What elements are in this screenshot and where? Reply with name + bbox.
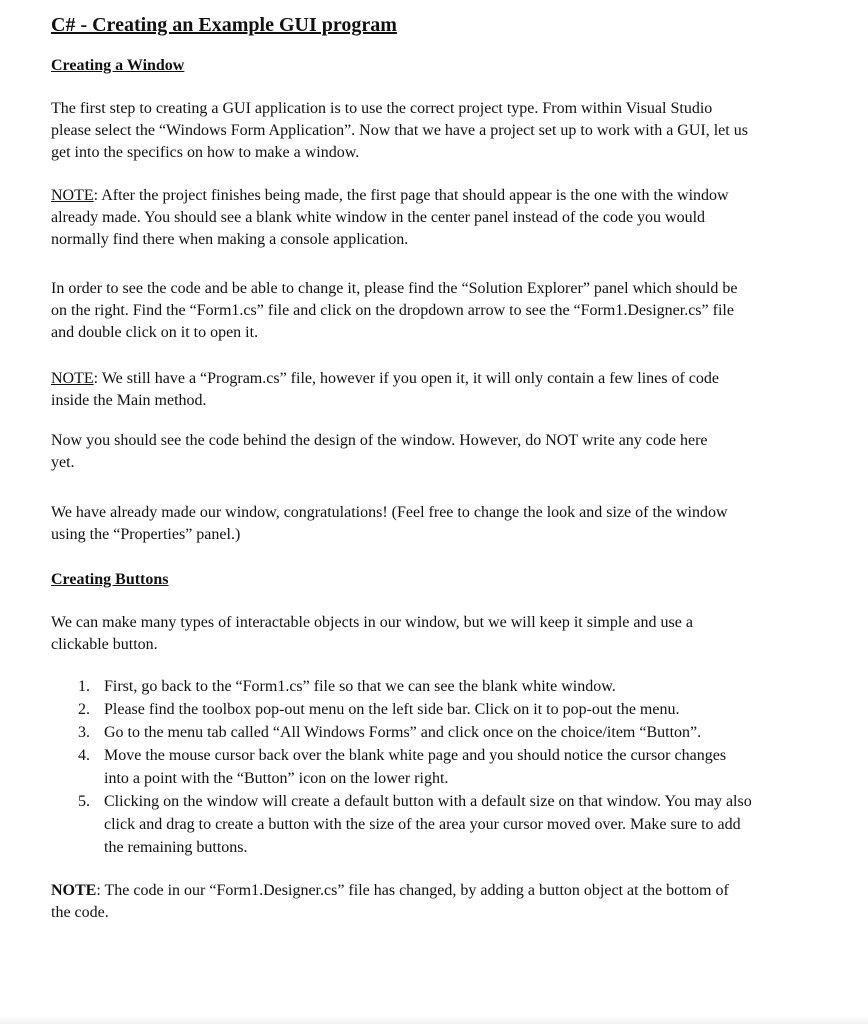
- list-item-number: 2.: [78, 701, 90, 718]
- list-item-number: 4.: [78, 747, 90, 764]
- paragraph-project-type: The first step to creating a GUI application is to use the correct project type. From within Visual Studio please select the “Windows Form Application”. Now that we have a project set up to work with a GUI, let us get into the specifics on how to make a window.: [51, 100, 748, 161]
- list-item-text: Clicking on the window will create a default button with a default size on that window. You may also click and drag to create a button with the size of the area your cursor moved over. Make sure to add the remaining buttons.: [104, 793, 752, 856]
- button-steps-list: [51, 675, 761, 859]
- note-designer-changed: [51, 880, 731, 924]
- list-item-text: Go to the menu tab called “All Windows Forms” and click once on the choice/item “Button”.: [104, 724, 702, 741]
- list-item: [51, 744, 744, 790]
- note-program-cs: [51, 368, 751, 412]
- note-text: : We still have a “Program.cs” file, however if you open it, it will only contain a few lines of code inside the Main method.: [51, 370, 720, 409]
- section-heading-creating-buttons: Creating Buttons: [51, 571, 169, 588]
- list-item: [51, 790, 764, 859]
- list-item-text: First, go back to the “Form1.cs” file so that we can see the blank white window.: [104, 678, 616, 695]
- list-item: [51, 698, 744, 721]
- document-page: [51, 12, 771, 924]
- list-item-number: 5.: [78, 793, 90, 810]
- note-text: : The code in our “Form1.Designer.cs” file has changed, by adding a button object at the bottom of the code.: [51, 882, 729, 921]
- note-text: : After the project finishes being made, the first page that should appear is the one with the window already made. You should see a blank white window in the center panel instead of the code you would normally find there when making a console application.: [51, 187, 729, 248]
- list-item: [51, 721, 744, 744]
- list-item-text: Move the mouse cursor back over the blank white page and you should notice the cursor changes into a point with the “Button” icon on the lower right.: [104, 747, 727, 787]
- paragraph-buttons-intro: We can make many types of interactable objects in our window, but we will keep it simple and use a clickable button.: [51, 614, 693, 653]
- paragraph-solution-explorer: In order to see the code and be able to change it, please find the “Solution Explorer” panel which should be on the right. Find the “Form1.cs” file and click on the dropdown arrow to see the “Form1.Designer.cs” file and double click on it to open it.: [51, 280, 738, 341]
- document-title: C# - Creating an Example GUI program: [51, 14, 397, 36]
- section-heading-creating-window: Creating a Window: [51, 57, 185, 74]
- list-item-number: 1.: [78, 678, 90, 695]
- list-item: [51, 675, 744, 698]
- paragraph-window-made: We have already made our window, congratulations! (Feel free to change the look and size of the window using the “Properties” panel.): [51, 504, 728, 543]
- list-item-number: 3.: [78, 724, 90, 741]
- note-label: NOTE: [51, 370, 94, 387]
- note-label: NOTE: [51, 882, 97, 899]
- page-bottom-edge: [0, 1016, 868, 1024]
- note-label: NOTE: [51, 187, 94, 204]
- note-project-finished: [51, 185, 763, 251]
- paragraph-code-behind: Now you should see the code behind the design of the window. However, do NOT write any code here yet.: [51, 432, 708, 471]
- list-item-text: Please find the toolbox pop-out menu on the left side bar. Click on it to pop-out the menu.: [104, 701, 680, 718]
